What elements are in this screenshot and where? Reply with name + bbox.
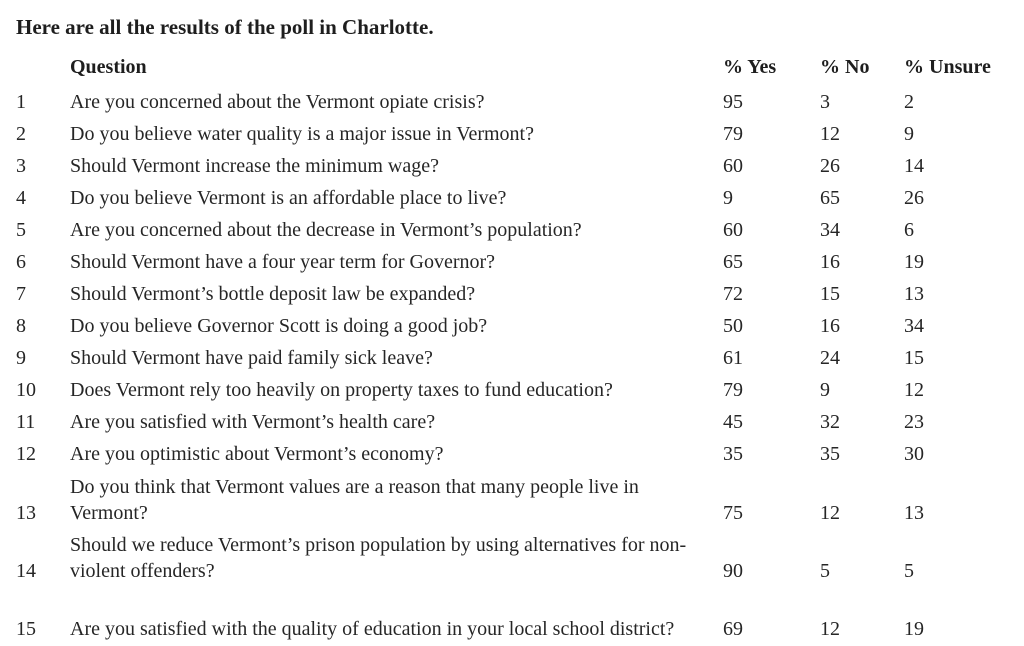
yes-percent: 90 xyxy=(723,560,743,582)
question-text: Are you concerned about the decrease in Vermont’s population? xyxy=(70,219,582,241)
row-number: 1 xyxy=(16,91,26,113)
unsure-percent: 19 xyxy=(904,618,924,640)
unsure-percent: 12 xyxy=(904,379,924,401)
row-number: 14 xyxy=(16,560,36,582)
no-percent: 24 xyxy=(820,347,840,369)
question-text: Do you think that Vermont values are a reason that many people live in Vermont? xyxy=(70,476,639,524)
yes-percent: 45 xyxy=(723,411,743,433)
no-percent: 32 xyxy=(820,411,840,433)
unsure-percent: 15 xyxy=(904,347,924,369)
row-number: 5 xyxy=(16,219,26,241)
table-row xyxy=(0,586,1024,644)
yes-percent: 69 xyxy=(723,618,743,640)
question-text: Are you satisfied with Vermont’s health care? xyxy=(70,411,436,433)
row-number: 13 xyxy=(16,502,36,524)
yes-percent: 35 xyxy=(723,443,743,465)
table-row xyxy=(0,438,1024,470)
yes-percent: 75 xyxy=(723,502,743,524)
unsure-percent: 30 xyxy=(904,443,924,465)
yes-percent: 60 xyxy=(723,219,743,241)
unsure-percent: 6 xyxy=(904,219,914,241)
table-row xyxy=(0,406,1024,438)
table-row xyxy=(0,86,1024,118)
row-number: 3 xyxy=(16,155,26,177)
unsure-percent: 14 xyxy=(904,155,924,177)
row-number: 15 xyxy=(16,618,36,640)
question-text: Should we reduce Vermont’s prison population by using alternatives for non-violent offenders? xyxy=(70,534,687,582)
table-row xyxy=(0,374,1024,406)
column-header-unsure: % Unsure xyxy=(904,56,991,78)
column-header-yes: % Yes xyxy=(723,56,777,78)
table-row xyxy=(0,118,1024,150)
unsure-percent: 13 xyxy=(904,502,924,524)
no-percent: 5 xyxy=(820,560,830,582)
yes-percent: 9 xyxy=(723,187,733,209)
table-row xyxy=(0,278,1024,310)
yes-percent: 79 xyxy=(723,123,743,145)
table-row xyxy=(0,214,1024,246)
yes-percent: 50 xyxy=(723,315,743,337)
unsure-percent: 26 xyxy=(904,187,924,209)
table-row xyxy=(0,528,1024,586)
no-percent: 9 xyxy=(820,379,830,401)
unsure-percent: 34 xyxy=(904,315,924,337)
no-percent: 15 xyxy=(820,283,840,305)
column-header-question: Question xyxy=(70,56,147,78)
table-row xyxy=(0,182,1024,214)
table-row xyxy=(0,246,1024,278)
no-percent: 34 xyxy=(820,219,840,241)
question-text: Do you believe Vermont is an affordable place to live? xyxy=(70,187,507,209)
unsure-percent: 13 xyxy=(904,283,924,305)
yes-percent: 61 xyxy=(723,347,743,369)
column-header-no: % No xyxy=(820,56,870,78)
row-number: 10 xyxy=(16,379,36,401)
question-text: Should Vermont’s bottle deposit law be expanded? xyxy=(70,283,476,305)
unsure-percent: 23 xyxy=(904,411,924,433)
row-number: 8 xyxy=(16,315,26,337)
unsure-percent: 5 xyxy=(904,560,914,582)
yes-percent: 95 xyxy=(723,91,743,113)
unsure-percent: 19 xyxy=(904,251,924,273)
row-number: 11 xyxy=(16,411,36,433)
row-number: 9 xyxy=(16,347,26,369)
row-number: 4 xyxy=(16,187,26,209)
row-number: 7 xyxy=(16,283,26,305)
table-header xyxy=(0,56,1024,84)
question-text: Do you believe water quality is a major issue in Vermont? xyxy=(70,123,534,145)
unsure-percent: 2 xyxy=(904,91,914,113)
no-percent: 12 xyxy=(820,502,840,524)
row-number: 6 xyxy=(16,251,26,273)
table-row xyxy=(0,310,1024,342)
question-text: Should Vermont increase the minimum wage? xyxy=(70,155,439,177)
no-percent: 35 xyxy=(820,443,840,465)
no-percent: 12 xyxy=(820,618,840,640)
question-text: Are you satisfied with the quality of education in your local school district? xyxy=(70,618,675,640)
table-row xyxy=(0,342,1024,374)
yes-percent: 79 xyxy=(723,379,743,401)
no-percent: 26 xyxy=(820,155,840,177)
no-percent: 12 xyxy=(820,123,840,145)
question-text: Are you optimistic about Vermont’s economy? xyxy=(70,443,444,465)
no-percent: 65 xyxy=(820,187,840,209)
question-text: Are you concerned about the Vermont opiate crisis? xyxy=(70,91,485,113)
question-text: Does Vermont rely too heavily on property taxes to fund education? xyxy=(70,379,613,401)
question-text: Should Vermont have a four year term for Governor? xyxy=(70,251,496,273)
question-text: Do you believe Governor Scott is doing a good job? xyxy=(70,315,488,337)
page-title: Here are all the results of the poll in Charlotte. xyxy=(16,15,434,39)
unsure-percent: 9 xyxy=(904,123,914,145)
no-percent: 16 xyxy=(820,251,840,273)
no-percent: 3 xyxy=(820,91,830,113)
no-percent: 16 xyxy=(820,315,840,337)
yes-percent: 60 xyxy=(723,155,743,177)
table-row xyxy=(0,150,1024,182)
table-row xyxy=(0,470,1024,528)
row-number: 2 xyxy=(16,123,26,145)
yes-percent: 72 xyxy=(723,283,743,305)
question-text: Should Vermont have paid family sick leave? xyxy=(70,347,433,369)
row-number: 12 xyxy=(16,443,36,465)
results-table xyxy=(0,86,1024,644)
yes-percent: 65 xyxy=(723,251,743,273)
